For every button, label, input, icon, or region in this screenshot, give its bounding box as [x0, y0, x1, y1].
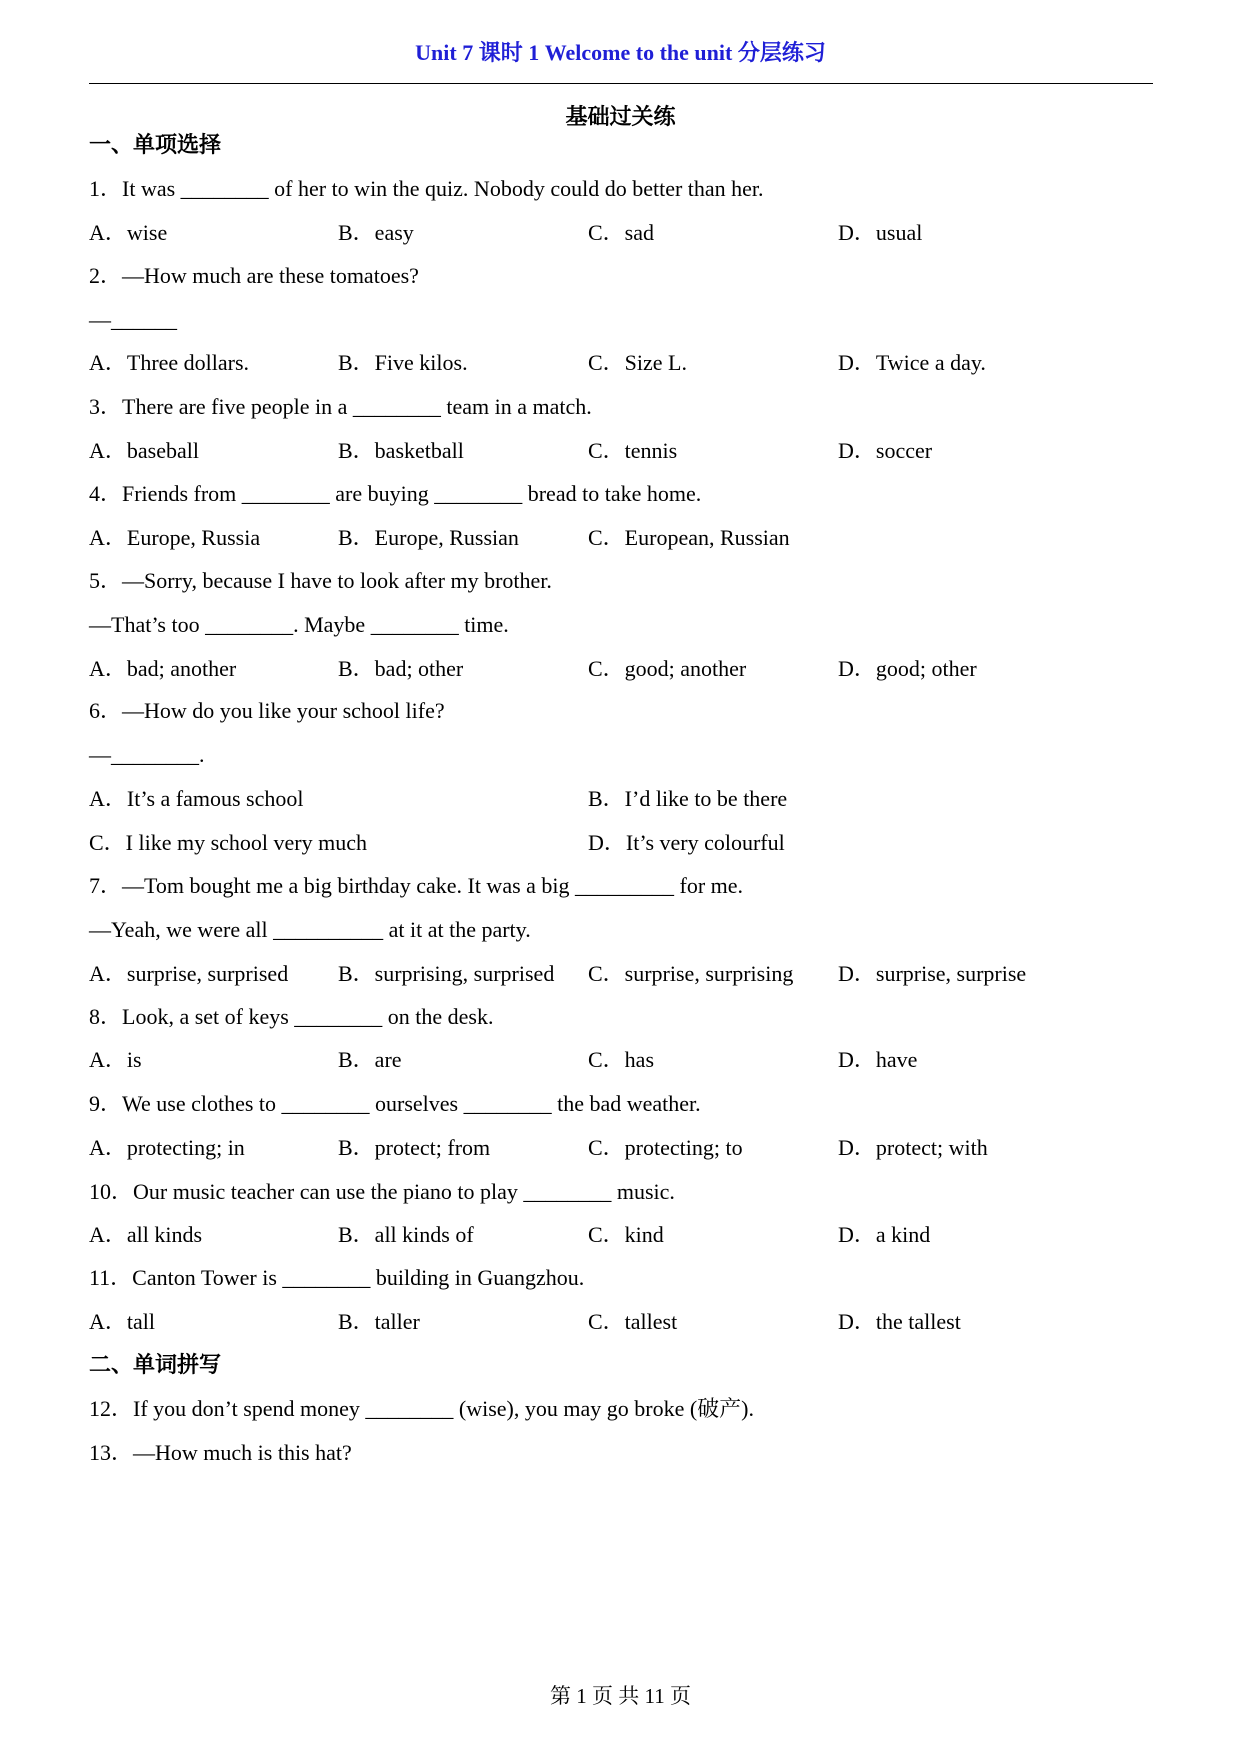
q6-option-a: A．It’s a famous school — [89, 786, 304, 811]
q1-option-c: C．sad — [588, 220, 655, 245]
q11-option-c: C．tallest — [588, 1309, 678, 1334]
part1-heading: 一、单项选择 — [89, 132, 222, 157]
question-1-stem: 1．It was ________ of her to win the quiz. Nobody could do better than her. — [89, 176, 764, 201]
q1-option-a: A．wise — [89, 220, 168, 245]
q9-option-a: A．protecting; in — [89, 1135, 245, 1160]
q5-option-d: D．good; other — [838, 656, 977, 681]
q3-option-b: B．basketball — [338, 438, 464, 463]
question-2-answer-line: —______ — [89, 307, 177, 332]
q3-option-c: C．tennis — [588, 438, 678, 463]
question-5-reply: —That’s too ________. Maybe ________ time. — [89, 612, 509, 637]
q8-option-a: A．is — [89, 1047, 142, 1072]
question-9-stem: 9．We use clothes to ________ ourselves ________ the bad weather. — [89, 1091, 701, 1116]
q8-option-c: C．has — [588, 1047, 655, 1072]
question-7-stem: 7．—Tom bought me a big birthday cake. It was a big _________ for me. — [89, 873, 744, 898]
question-10-stem: 10．Our music teacher can use the piano to play ________ music. — [89, 1179, 675, 1204]
q11-option-d: D．the tallest — [838, 1309, 961, 1334]
q9-option-c: C．protecting; to — [588, 1135, 743, 1160]
part2-heading: 二、单词拼写 — [89, 1352, 222, 1377]
question-12-stem: 12．If you don’t spend money ________ (wise), you may go broke (破产). — [89, 1396, 754, 1421]
question-8-stem: 8．Look, a set of keys ________ on the desk. — [89, 1004, 494, 1029]
q6-option-c: C．I like my school very much — [89, 830, 368, 855]
question-5-stem: 5．—Sorry, because I have to look after my brother. — [89, 568, 552, 593]
page-number: 第 1 页 共 11 页 — [550, 1684, 691, 1708]
q5-option-a: A．bad; another — [89, 656, 237, 681]
q11-option-b: B．taller — [338, 1309, 420, 1334]
q5-option-c: C．good; another — [588, 656, 747, 681]
q2-option-d: D．Twice a day. — [838, 350, 986, 375]
question-11-stem: 11．Canton Tower is ________ building in Guangzhou. — [89, 1265, 585, 1290]
q2-option-c: C．Size L. — [588, 350, 687, 375]
q10-option-a: A．all kinds — [89, 1222, 203, 1247]
q6-option-d: D．It’s very colourful — [588, 830, 785, 855]
q7-option-c: C．surprise, surprising — [588, 961, 794, 986]
q7-option-a: A．surprise, surprised — [89, 961, 289, 986]
q4-option-a: A．Europe, Russia — [89, 525, 261, 550]
q8-option-b: B．are — [338, 1047, 402, 1072]
q2-option-a: A．Three dollars. — [89, 350, 250, 375]
question-2-stem: 2．—How much are these tomatoes? — [89, 263, 419, 288]
header-divider — [89, 83, 1153, 84]
q7-option-b: B．surprising, surprised — [338, 961, 555, 986]
q10-option-b: B．all kinds of — [338, 1222, 474, 1247]
question-4-stem: 4．Friends from ________ are buying ________ bread to take home. — [89, 481, 702, 506]
document-title: Unit 7 课时 1 Welcome to the unit 分层练习 — [415, 40, 826, 65]
q1-option-d: D．usual — [838, 220, 923, 245]
q6-option-b: B．I’d like to be there — [588, 786, 788, 811]
question-6-stem: 6．—How do you like your school life? — [89, 698, 445, 723]
q10-option-c: C．kind — [588, 1222, 664, 1247]
q1-option-b: B．easy — [338, 220, 414, 245]
q10-option-d: D．a kind — [838, 1222, 931, 1247]
q2-option-b: B．Five kilos. — [338, 350, 468, 375]
q4-option-b: B．Europe, Russian — [338, 525, 519, 550]
q9-option-b: B．protect; from — [338, 1135, 491, 1160]
section-title: 基础过关练 — [565, 104, 676, 129]
q11-option-a: A．tall — [89, 1309, 155, 1334]
q8-option-d: D．have — [838, 1047, 918, 1072]
question-3-stem: 3．There are five people in a ________ team in a match. — [89, 394, 592, 419]
question-13-stem: 13．—How much is this hat? — [89, 1440, 352, 1465]
q3-option-d: D．soccer — [838, 438, 933, 463]
q3-option-a: A．baseball — [89, 438, 199, 463]
q5-option-b: B．bad; other — [338, 656, 464, 681]
q7-option-d: D．surprise, surprise — [838, 961, 1027, 986]
question-7-reply: —Yeah, we were all __________ at it at the party. — [89, 917, 531, 942]
q9-option-d: D．protect; with — [838, 1135, 988, 1160]
q4-option-c: C．European, Russian — [588, 525, 790, 550]
question-6-answer-line: —________. — [89, 742, 205, 767]
